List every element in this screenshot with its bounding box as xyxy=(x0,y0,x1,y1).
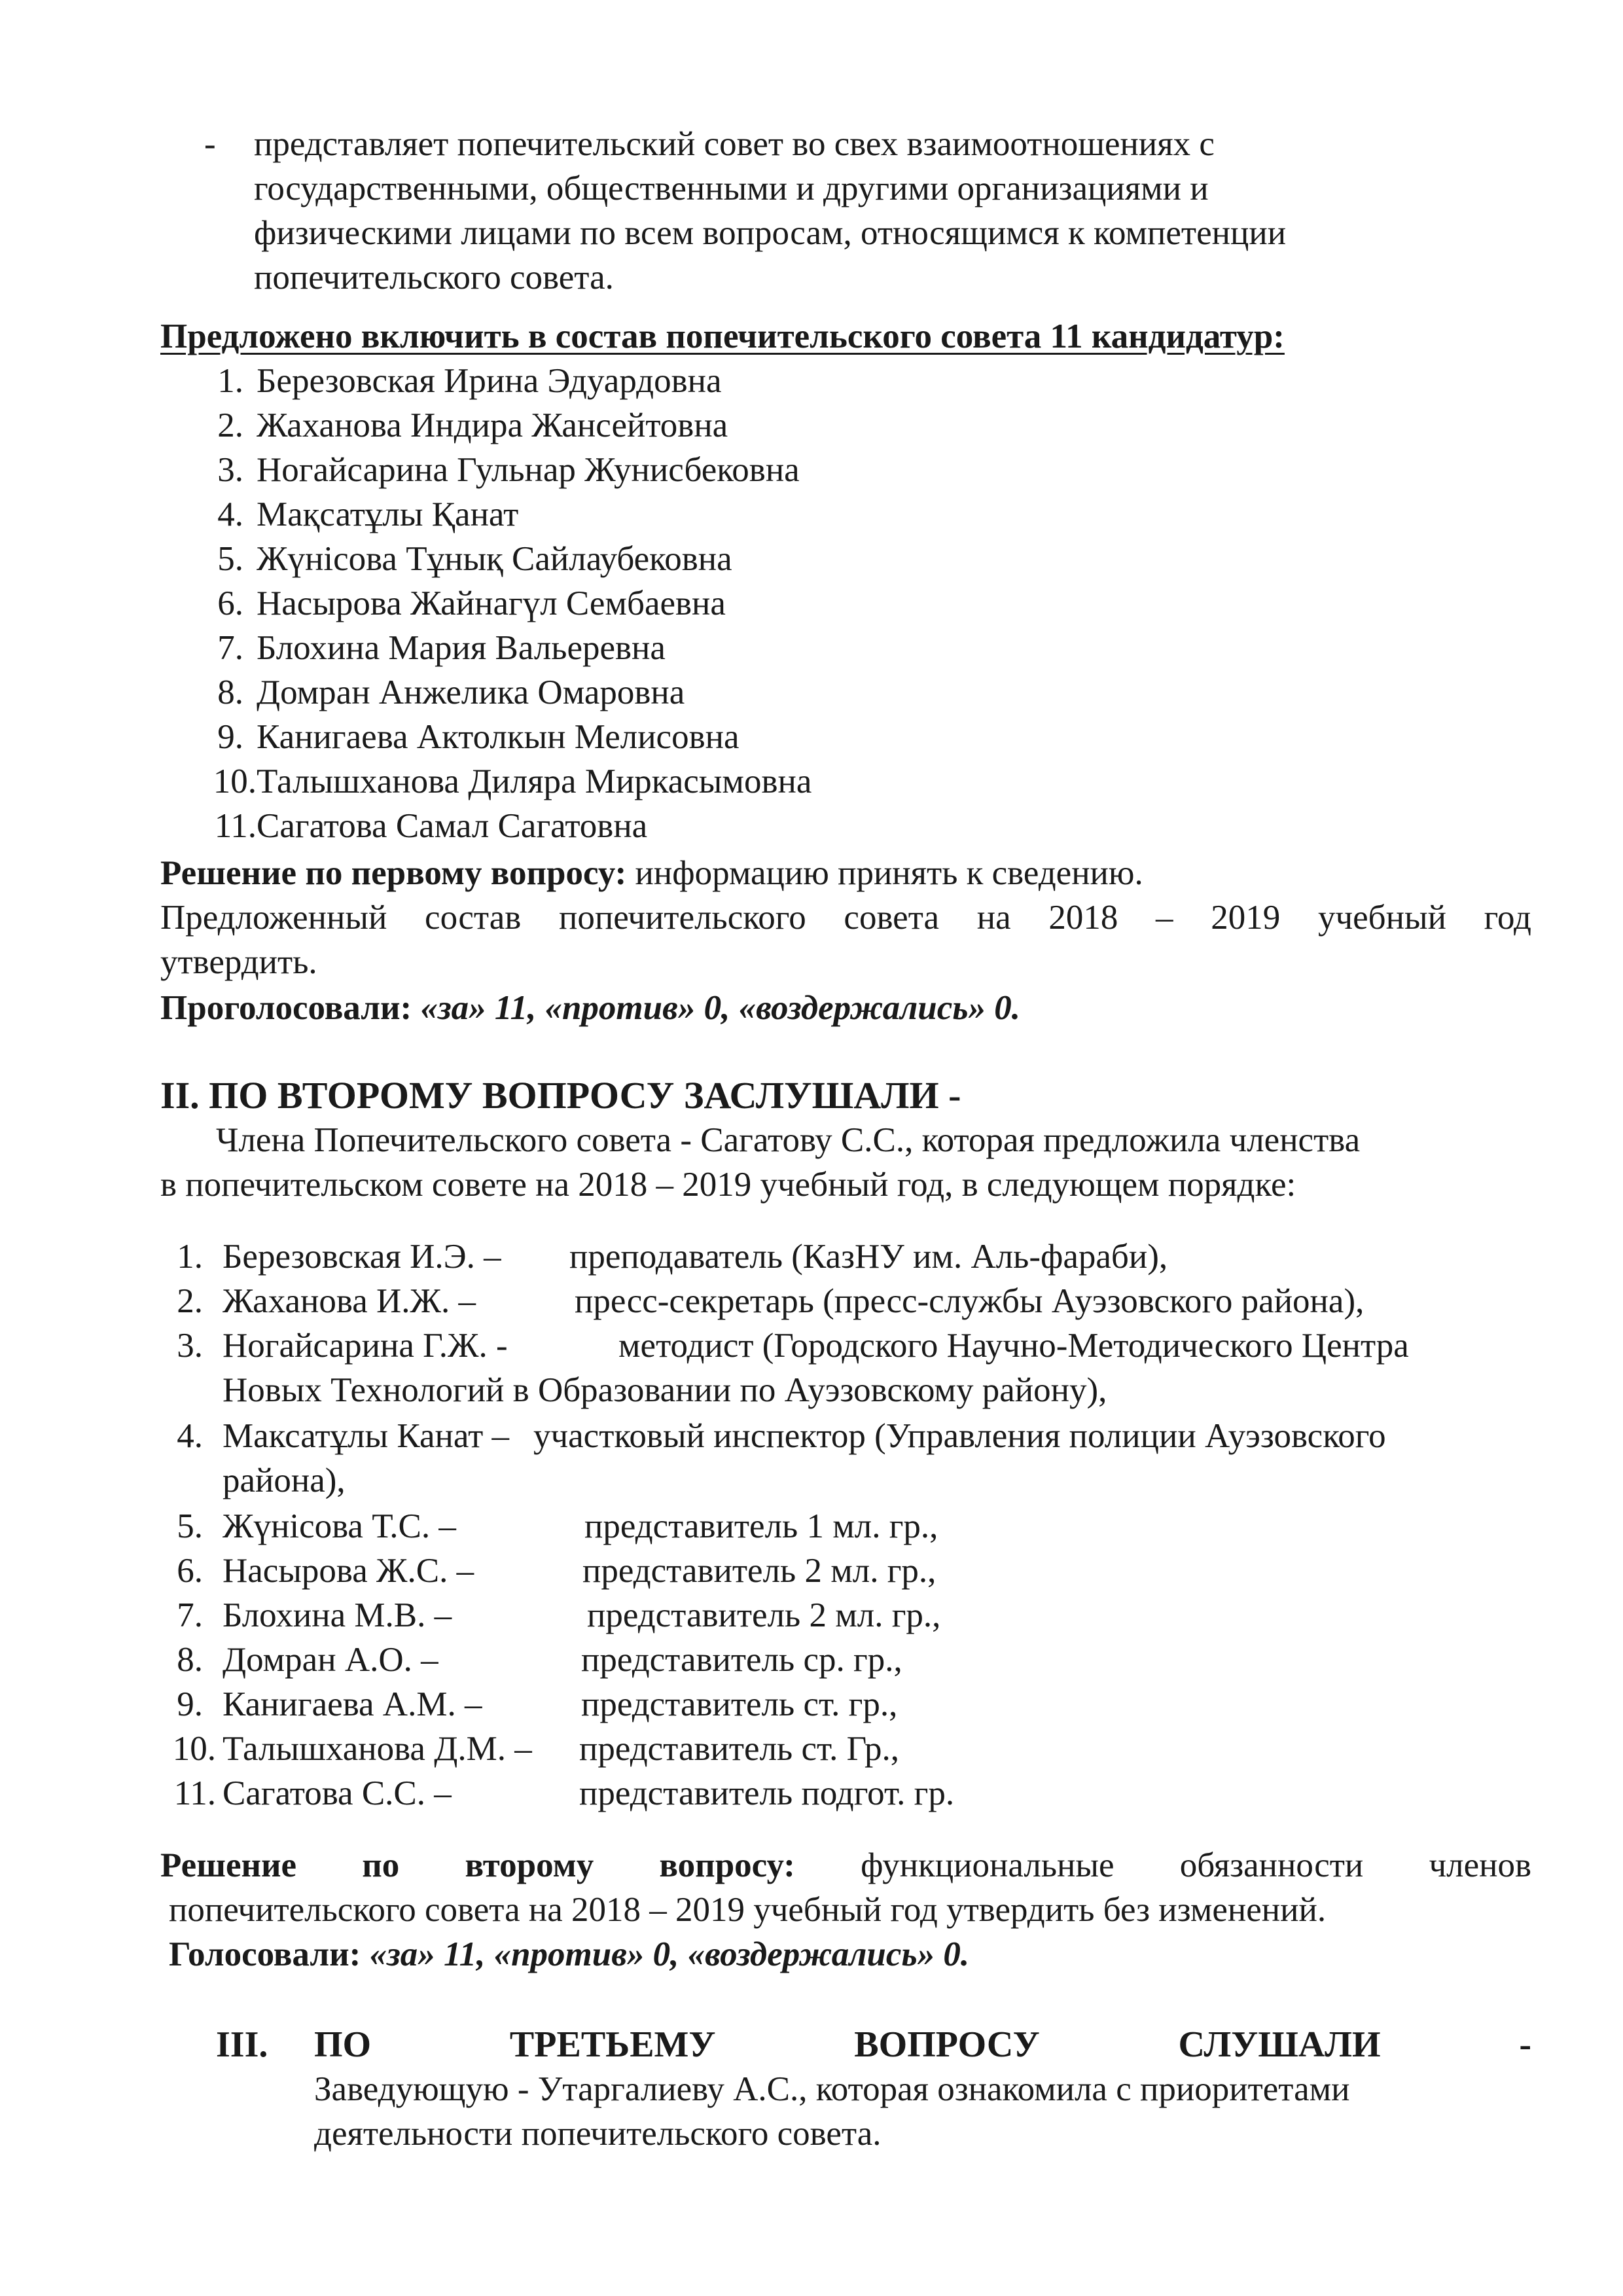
member-role: представитель 2 мл. гр., xyxy=(582,1552,936,1590)
vote2-result: «за» 11, «против» 0, «воздержались» 0. xyxy=(361,1935,970,1973)
member-role: представитель подгот. гр. xyxy=(579,1774,955,1812)
bullet-line-1: представляет попечительский совет во свех взаимоотношениях с xyxy=(254,125,1215,163)
vote2-line xyxy=(169,1932,969,1977)
candidate-name: Талышханова Диляра Миркасымовна xyxy=(257,762,812,800)
member-name: Сагатова С.С. – xyxy=(223,1774,452,1812)
candidate-number: 10. xyxy=(213,762,257,800)
section3-heading xyxy=(314,2022,1531,2067)
candidate-number: 1. xyxy=(217,362,243,400)
candidate-number: 6. xyxy=(217,584,243,622)
bullet-line-3: физическими лицами по всем вопросам, относящимся к компетенции xyxy=(254,214,1287,252)
member-role: представитель 2 мл. гр., xyxy=(587,1596,941,1634)
candidate-name: Сагатова Самал Сагатовна xyxy=(257,807,648,845)
bullet-line-2: государственными, общественными и другими организациями и xyxy=(254,170,1209,207)
member-role: представитель ср. гр., xyxy=(581,1641,902,1679)
member-role: представитель ст. гр., xyxy=(581,1685,898,1723)
candidate-number: 4. xyxy=(217,495,243,533)
member-role: представитель ст. Гр., xyxy=(579,1730,899,1768)
member-name: Березовская И.Э. – xyxy=(223,1238,501,1276)
member-name: Канигаева А.М. – xyxy=(223,1685,482,1723)
candidate-number: 9. xyxy=(217,718,243,756)
member-number: 7. xyxy=(177,1596,203,1634)
member-role: пресс-секретарь (пресс-службы Ауэзовского района), xyxy=(575,1282,1364,1320)
decision2-line1 xyxy=(160,1843,1531,1888)
candidate-number: 7. xyxy=(217,629,243,667)
section3-word: ВОПРОСУ xyxy=(854,2024,1040,2065)
candidate-number: 2. xyxy=(217,406,243,444)
candidate-number: 5. xyxy=(217,540,243,578)
decision1-line3: утвердить. xyxy=(160,943,317,981)
member-name: Максатұлы Канат – xyxy=(223,1417,509,1455)
section2-intro-line2: в попечительском совете на 2018 – 2019 учебный год, в следующем порядке: xyxy=(160,1166,1296,1204)
member-role-continuation: Новых Технологий в Образовании по Ауэзовскому району), xyxy=(223,1371,1107,1409)
candidate-name: Блохина Мария Вальеревна xyxy=(257,629,666,667)
vote1-result: «за» 11, «против» 0, «воздержались» 0. xyxy=(412,989,1021,1027)
decision2-label: Решение по второму вопросу: xyxy=(160,1846,795,1884)
member-name: Талышханова Д.М. – xyxy=(223,1730,532,1768)
member-role: участковый инспектор (Управления полиции Ауэзовского xyxy=(533,1417,1386,1455)
candidate-name: Березовская Ирина Эдуардовна xyxy=(257,362,722,400)
decision2-text: функциональные обязанности членов xyxy=(861,1846,1531,1884)
candidate-name: Ногайсарина Гульнар Жунисбековна xyxy=(257,451,800,489)
bullet-line-4: попечительского совета. xyxy=(254,259,614,296)
member-number: 5. xyxy=(177,1507,203,1545)
member-number: 6. xyxy=(177,1552,203,1590)
candidate-name: Насырова Жайнагүл Сембаевна xyxy=(257,584,726,622)
member-role: преподаватель (КазНУ им. Аль-фараби), xyxy=(569,1238,1168,1276)
decision1-line xyxy=(160,851,1143,895)
member-role: методист (Городского Научно-Методического Центра xyxy=(618,1327,1409,1365)
candidate-number: 11. xyxy=(214,807,257,845)
member-number: 3. xyxy=(177,1327,203,1365)
member-number: 9. xyxy=(177,1685,203,1723)
decision1-text: информацию принять к сведению. xyxy=(626,854,1143,892)
candidate-number: 3. xyxy=(217,451,243,489)
decision1-label: Решение по первому вопросу: xyxy=(160,854,627,892)
member-number: 10. xyxy=(172,1730,216,1768)
section3-word: ТРЕТЬЕМУ xyxy=(509,2024,716,2065)
section3-word: - xyxy=(1519,2024,1531,2065)
vote1-label: Проголосовали: xyxy=(160,989,412,1027)
section3-line2: Заведующую - Утаргалиеву А.С., которая ознакомила с приоритетами xyxy=(314,2070,1350,2108)
section3-word: СЛУШАЛИ xyxy=(1178,2024,1381,2065)
member-number: 4. xyxy=(177,1417,203,1455)
candidate-name: Жаханова Индира Жансейтовна xyxy=(257,406,728,444)
section3-number: III. xyxy=(216,2024,268,2065)
member-number: 11. xyxy=(173,1774,216,1812)
member-name: Насырова Ж.С. – xyxy=(223,1552,474,1590)
section3-word: ПО xyxy=(314,2024,372,2065)
member-role: представитель 1 мл. гр., xyxy=(584,1507,938,1545)
candidate-name: Канигаева Актолкын Мелисовна xyxy=(257,718,740,756)
bullet-dash: - xyxy=(204,125,216,163)
member-name: Блохина М.В. – xyxy=(223,1596,452,1634)
member-number: 2. xyxy=(177,1282,203,1320)
member-name: Ногайсарина Г.Ж. - xyxy=(223,1327,508,1365)
candidate-name: Жүнісова Тұнық Сайлаубековна xyxy=(257,540,732,578)
vote2-label: Голосовали: xyxy=(169,1935,361,1973)
member-number: 8. xyxy=(177,1641,203,1679)
member-name: Жүнісова Т.С. – xyxy=(223,1507,456,1545)
section2-intro-line1: Члена Попечительского совета - Сагатову С.С., которая предложила членства xyxy=(216,1121,1361,1159)
member-role-continuation: района), xyxy=(223,1462,346,1499)
proposal-heading: Предложено включить в состав попечительского совета 11 кандидатур: xyxy=(160,317,1285,355)
decision1-line2: Предложенный состав попечительского совета на 2018 – 2019 учебный год xyxy=(160,899,1531,937)
member-name: Домран А.О. – xyxy=(223,1641,438,1679)
member-number: 1. xyxy=(177,1238,203,1276)
decision2-line2: попечительского совета на 2018 – 2019 учебный год утвердить без изменений. xyxy=(169,1891,1327,1929)
candidate-name: Мақсатұлы Қанат xyxy=(257,495,519,533)
section3-line3: деятельности попечительского совета. xyxy=(314,2115,882,2153)
vote1-line xyxy=(160,986,1020,1030)
candidate-name: Домран Анжелика Омаровна xyxy=(257,673,685,711)
section2-heading: II. ПО ВТОРОМУ ВОПРОСУ ЗАСЛУШАЛИ - xyxy=(160,1074,961,1117)
member-name: Жаханова И.Ж. – xyxy=(223,1282,476,1320)
candidate-number: 8. xyxy=(217,673,243,711)
